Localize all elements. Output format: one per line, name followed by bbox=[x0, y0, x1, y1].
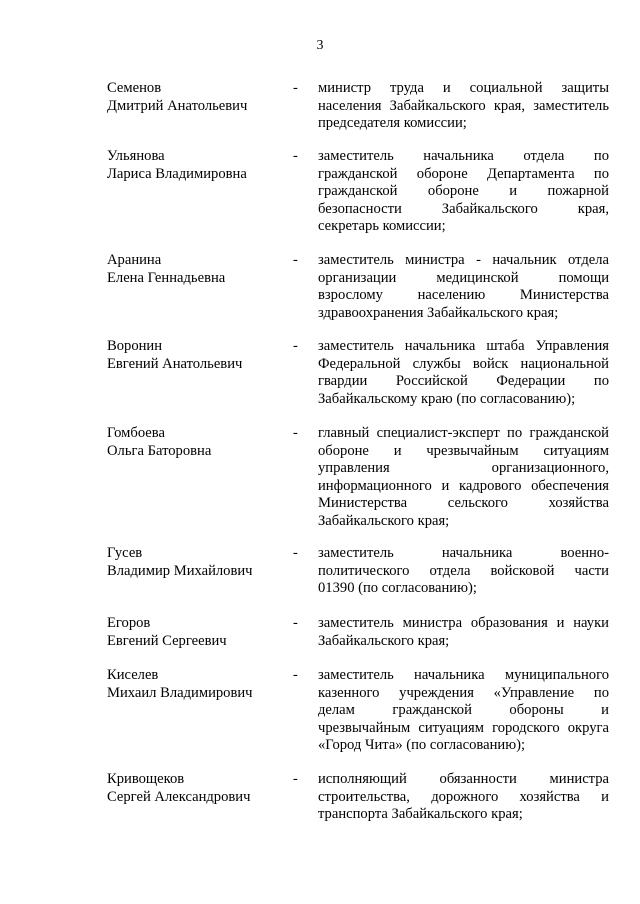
member-name bbox=[107, 80, 287, 115]
member-role-line: заместитель министра - начальник отдела bbox=[318, 252, 609, 268]
member-role bbox=[318, 545, 609, 598]
page-number: 3 bbox=[316, 38, 324, 53]
member-given-names: Ольга Баторовна bbox=[107, 442, 212, 459]
member-surname: Воронин bbox=[107, 338, 163, 354]
member-surname: Кривощеков bbox=[107, 771, 185, 787]
member-role bbox=[318, 771, 609, 824]
member-role-line: Федеральной службы войск национальной bbox=[318, 355, 609, 372]
member-dash: - bbox=[293, 615, 298, 631]
member-role-line: политического отдела войсковой части bbox=[318, 562, 609, 579]
member-name bbox=[107, 667, 287, 702]
member-name bbox=[107, 148, 287, 183]
member-role-line: исполняющий обязанности министра bbox=[318, 771, 609, 787]
member-role-line: председателя комиссии; bbox=[318, 115, 467, 131]
member-surname: Гомбоева bbox=[107, 425, 165, 441]
member-dash: - bbox=[293, 667, 298, 683]
member-role bbox=[318, 425, 609, 530]
member-role-line: гражданской обороне и пожарной bbox=[318, 183, 609, 199]
member-role-line: здравоохранения Забайкальского края; bbox=[318, 304, 559, 321]
member-role-line: обороне и чрезвычайным ситуациям bbox=[318, 442, 609, 459]
member-given-names: Евгений Анатольевич bbox=[107, 355, 243, 372]
member-dash: - bbox=[293, 80, 298, 96]
member-role-line: заместитель начальника отдела по bbox=[318, 148, 609, 164]
member-role-line: заместитель начальника муниципального bbox=[318, 667, 609, 683]
member-role-line: заместитель начальника штаба Управления bbox=[318, 338, 609, 354]
member-role-line: министр труда и социальной защиты bbox=[318, 80, 609, 96]
member-given-names: Михаил Владимирович bbox=[107, 684, 253, 701]
member-surname: Егоров bbox=[107, 615, 151, 631]
member-role-line: информационного и кадрового обеспечения bbox=[318, 477, 609, 494]
member-given-names: Елена Геннадьевна bbox=[107, 269, 226, 286]
member-surname: Киселев bbox=[107, 667, 159, 683]
member-name bbox=[107, 338, 287, 373]
member-role bbox=[318, 615, 609, 650]
member-given-names: Дмитрий Анатольевич bbox=[107, 97, 248, 114]
member-role-line: 01390 (по согласованию); bbox=[318, 580, 477, 596]
member-role-line: заместитель министра образования и науки bbox=[318, 615, 609, 631]
member-name bbox=[107, 545, 287, 580]
member-dash: - bbox=[293, 425, 298, 441]
member-dash: - bbox=[293, 771, 298, 787]
member-role bbox=[318, 667, 609, 755]
member-role bbox=[318, 338, 609, 408]
member-role-line: Министерства сельского хозяйства bbox=[318, 495, 609, 511]
member-dash: - bbox=[293, 338, 298, 354]
member-role-line: чрезвычайным ситуациям городского округа bbox=[318, 719, 609, 736]
member-given-names: Владимир Михайлович bbox=[107, 562, 253, 579]
member-role-line: взрослому населению Министерства bbox=[318, 287, 609, 303]
member-role-line: безопасности Забайкальского края, bbox=[318, 200, 609, 217]
member-given-names: Евгений Сергеевич bbox=[107, 632, 227, 649]
member-role-line: Забайкальского края; bbox=[318, 632, 450, 649]
member-role-line: транспорта Забайкальского края; bbox=[318, 806, 523, 822]
member-role-line: заместитель начальника военно- bbox=[318, 545, 609, 561]
member-role bbox=[318, 148, 609, 236]
member-name bbox=[107, 425, 287, 460]
member-role-line: управления организационного, bbox=[318, 460, 609, 476]
member-surname: Аранина bbox=[107, 252, 162, 268]
member-role-line: гражданской обороне Департамента по bbox=[318, 165, 609, 182]
member-given-names: Сергей Александрович bbox=[107, 788, 251, 805]
member-surname: Ульянова bbox=[107, 148, 165, 164]
member-role-line: секретарь комиссии; bbox=[318, 218, 446, 234]
member-role-line: гвардии Российской Федерации по bbox=[318, 373, 609, 389]
member-given-names: Лариса Владимировна bbox=[107, 165, 247, 182]
member-role-line: населения Забайкальского края, заместитель bbox=[318, 97, 609, 114]
member-role bbox=[318, 80, 609, 133]
member-role-line: главный специалист-эксперт по гражданской bbox=[318, 425, 609, 441]
member-dash: - bbox=[293, 545, 298, 561]
member-name bbox=[107, 771, 287, 806]
member-role-line: Забайкальскому краю (по согласованию); bbox=[318, 390, 576, 407]
member-surname: Гусев bbox=[107, 545, 143, 561]
member-role-line: Забайкальского края; bbox=[318, 512, 450, 529]
member-role-line: «Город Чита» (по согласованию); bbox=[318, 737, 526, 753]
member-dash: - bbox=[293, 252, 298, 268]
member-name bbox=[107, 252, 287, 287]
member-role-line: строительства, дорожного хозяйства и bbox=[318, 788, 609, 805]
member-role bbox=[318, 252, 609, 322]
member-role-line: казенного учреждения «Управление по bbox=[318, 684, 609, 701]
member-dash: - bbox=[293, 148, 298, 164]
member-role-line: делам гражданской обороны и bbox=[318, 702, 609, 718]
member-surname: Семенов bbox=[107, 80, 162, 96]
member-name bbox=[107, 615, 287, 650]
member-role-line: организации медицинской помощи bbox=[318, 269, 609, 286]
